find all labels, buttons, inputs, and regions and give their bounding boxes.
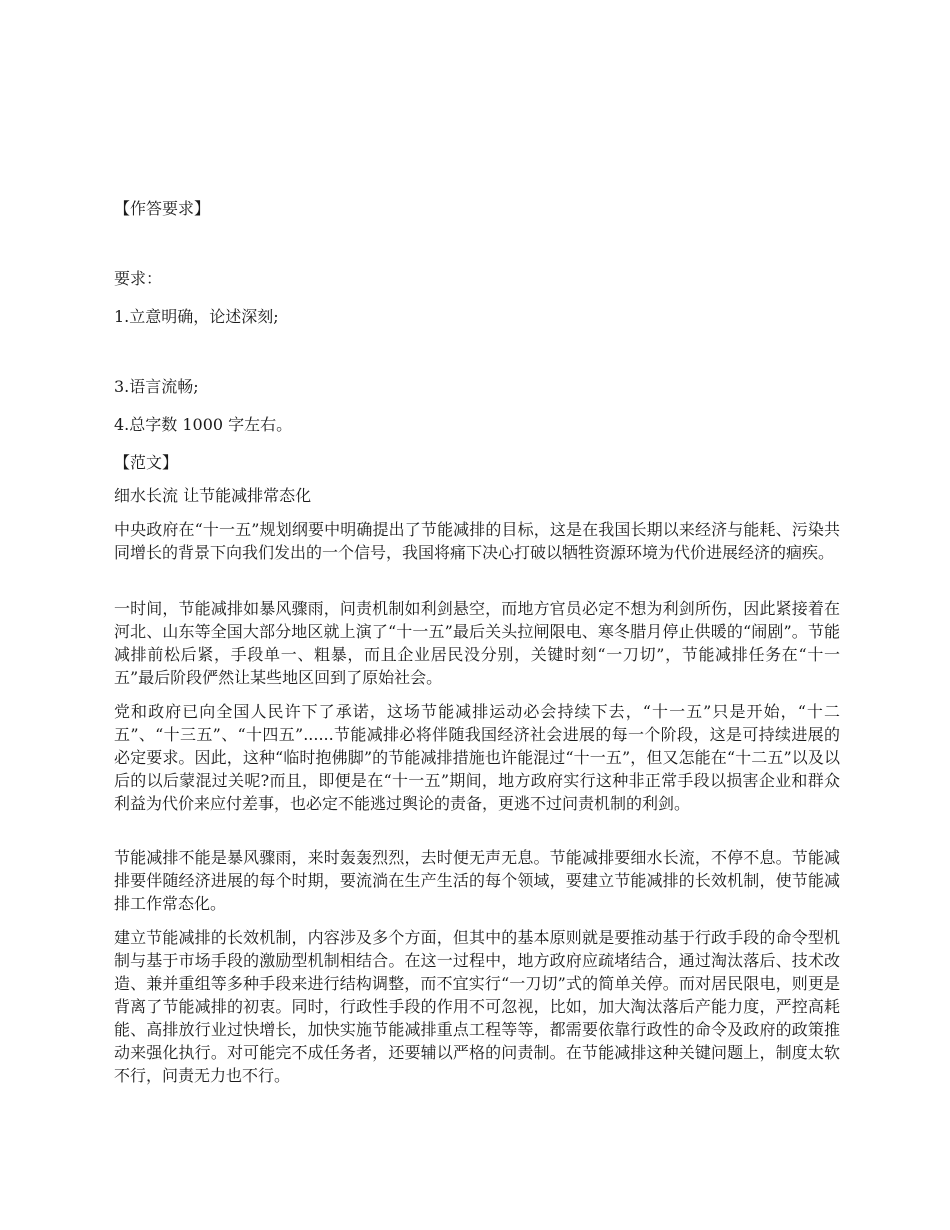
requirements-heading: 【作答要求】: [114, 199, 211, 218]
requirement-item-1: 1.立意明确，论述深刻;: [114, 307, 279, 326]
essay-paragraph-3: 党和政府已向全国人民许下了承诺，这场节能减排运动必会持续下去，“十一五”只是开始，“十二五”、“十三五”、“十四五”......节能减排必将伴随我国经济社会进展的每一个阶段，这是可持续进展的必定要求。因此，这种“临时抱佛脚”的节能减排措施也许能混过“十一五”，但又怎能在“十二五”以及以后的以后蒙混过关呢?而且，即便是在“十一五”期间，地方政府实行这种非正常手段以损害企业和群众利益为代价来应付差事，也必定不能逃过舆论的责备，更逃不过问责机制的利剑。: [114, 702, 840, 813]
requirement-item-3: 3.语言流畅;: [114, 377, 199, 396]
requirements-label: 要求：: [114, 269, 163, 288]
essay-paragraph-1: 中央政府在“十一五”规划纲要中明确提出了节能减排的目标，这是在我国长期以来经济与能耗、污染共同增长的背景下向我们发出的一个信号，我国将痛下决心打破以牺牲资源环境为代价进展经济的痼疾。: [114, 520, 840, 562]
essay-title: 细水长流 让节能减排常态化: [114, 486, 312, 505]
essay-paragraph-5: 建立节能减排的长效机制，内容涉及多个方面，但其中的基本原则就是要推动基于行政手段的命令型机制与基于市场手段的激励型机制相结合。在这一过程中，地方政府应疏堵结合，通过淘汰落后、技术改造、兼并重组等多种手段来进行结构调整，而不宜实行“一刀切”式的简单关停。而对居民限电，则更是背离了节能减排的初衷。同时，行政性手段的作用不可忽视，比如，加大淘汰落后产能力度，严控高耗能、高排放行业过快增长，加快实施节能减排重点工程等等，都需要依靠行政性的命令及政府的政策推动来强化执行。对可能完不成任务者，还要辅以严格的问责制。在节能减排这种关键问题上，制度太软不行，问责无力也不行。: [114, 928, 840, 1085]
essay-paragraph-4: 节能减排不能是暴风骤雨，来时轰轰烈烈，去时便无声无息。节能减排要细水长流，不停不息。节能减排要伴随经济进展的每个时期，要流淌在生产生活的每个领域，要建立节能减排的长效机制，使节能减排工作常态化。: [114, 848, 840, 913]
requirement-item-4: 4.总字数 1000 字左右。: [114, 415, 293, 434]
sample-heading: 【范文】: [114, 453, 179, 472]
essay-paragraph-2: 一时间，节能减排如暴风骤雨，问责机制如利剑悬空，而地方官员必定不想为利剑所伤，因此紧接着在河北、山东等全国大部分地区就上演了“十一五”最后关头拉闸限电、寒冬腊月停止供暖的“闹剧”。节能减排前松后紧，手段单一、粗暴，而且企业居民没分别，关键时刻“一刀切”，节能减排任务在“十一五”最后阶段俨然让某些地区回到了原始社会。: [114, 599, 840, 687]
